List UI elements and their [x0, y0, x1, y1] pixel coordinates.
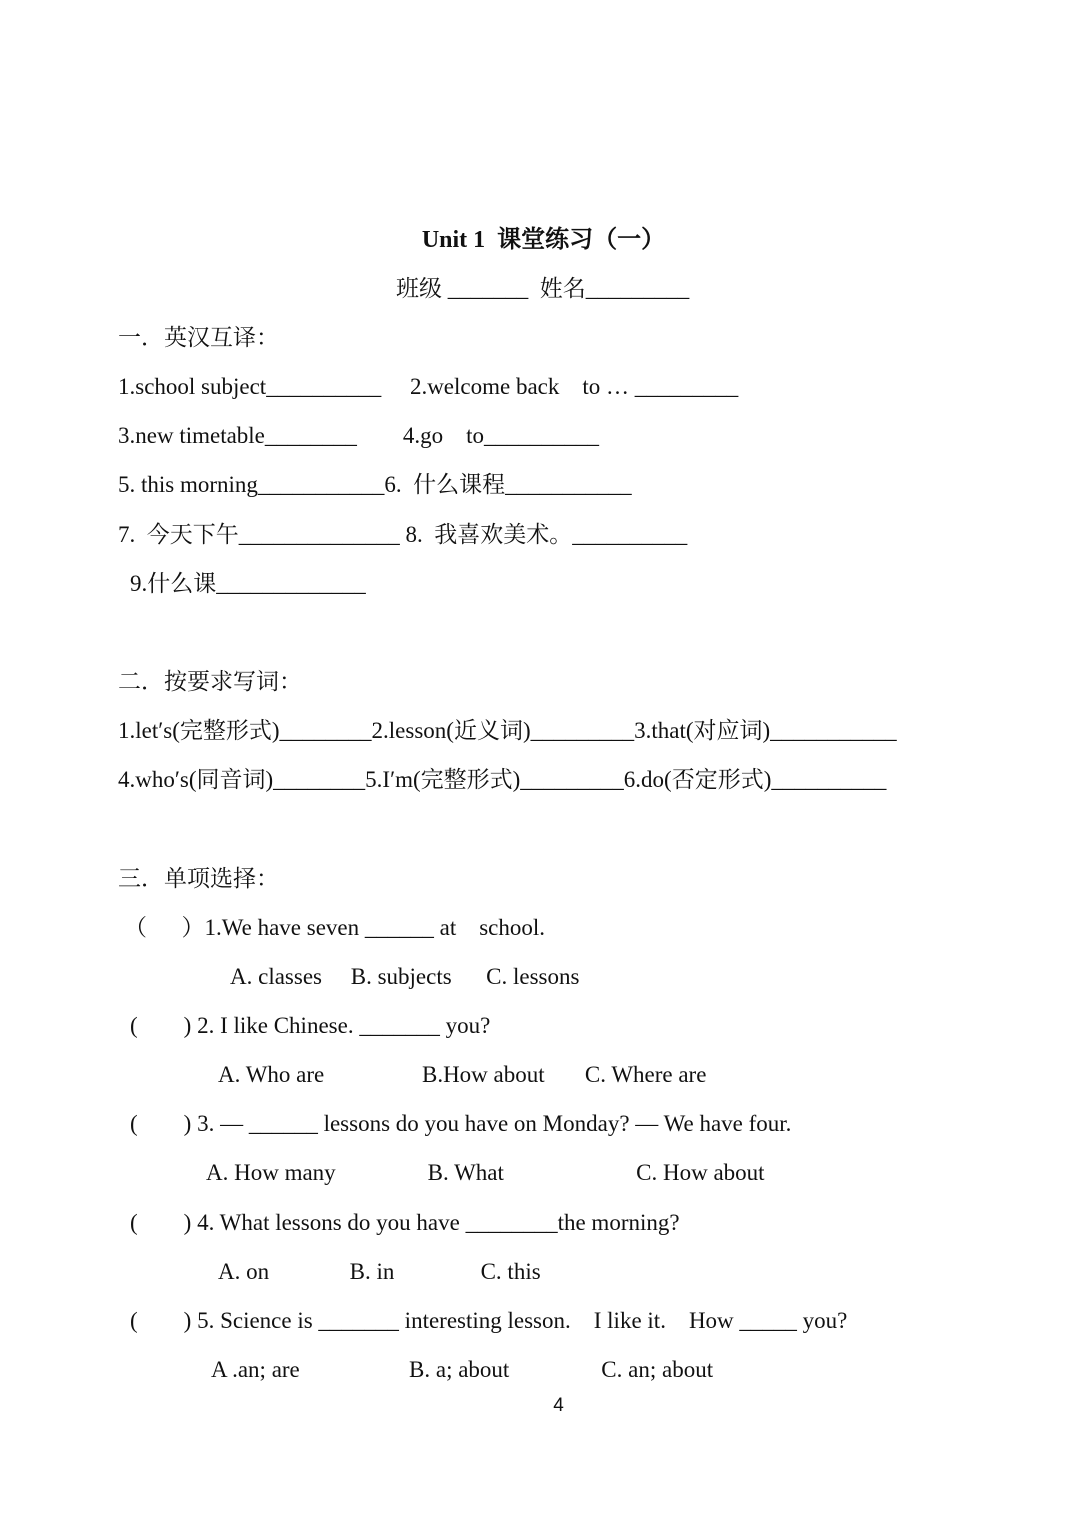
section1-item-5: 9.什么课_____________	[130, 571, 366, 596]
question-3-options: A. How many B. What C. How about	[206, 1160, 765, 1185]
section1-item-3: 5. this morning___________6. 什么课程___________	[118, 472, 632, 497]
section1-item-1: 1.school subject__________ 2.welcome back to … _________	[118, 374, 739, 399]
page-number: 4	[553, 1395, 564, 1416]
question-1-stem: （ ）1.We have seven ______ at school.	[124, 915, 546, 940]
question-3-stem: ( ) 3. — ______ lessons do you have on Monday? — We have four.	[130, 1111, 792, 1136]
question-5-options: A .an; are B. a; about C. an; about	[211, 1357, 714, 1382]
class-name-line: 班级 _______ 姓名_________	[396, 276, 690, 301]
section1-heading: 一．英汉互译：	[118, 325, 279, 350]
page-title: Unit 1 课堂练习（一）	[421, 227, 666, 253]
section2-heading: 二．按要求写词：	[118, 669, 302, 694]
section2-item-2: 4.who′s(同音词)________5.I′m(完整形式)_________6.do(否定形式)__________	[118, 767, 887, 792]
question-1-options: A. classes B. subjects C. lessons	[230, 964, 580, 989]
question-5-stem: ( ) 5. Science is _______ interesting lesson. I like it. How _____ you?	[130, 1308, 848, 1333]
question-2-stem: ( ) 2. I like Chinese. _______ you?	[130, 1013, 491, 1038]
section2-item-1: 1.let′s(完整形式)________2.lesson(近义词)_________3.that(对应词)___________	[118, 718, 897, 743]
question-4-stem: ( ) 4. What lessons do you have ________the morning?	[130, 1210, 680, 1235]
section1-item-2: 3.new timetable________ 4.go to__________	[118, 423, 600, 448]
section3-heading: 三．单项选择：	[118, 866, 279, 891]
section1-item-4: 7. 今天下午______________ 8. 我喜欢美术。__________	[118, 522, 688, 547]
question-4-options: A. on B. in C. this	[218, 1259, 541, 1284]
question-2-options: A. Who are B.How about C. Where are	[218, 1062, 707, 1087]
